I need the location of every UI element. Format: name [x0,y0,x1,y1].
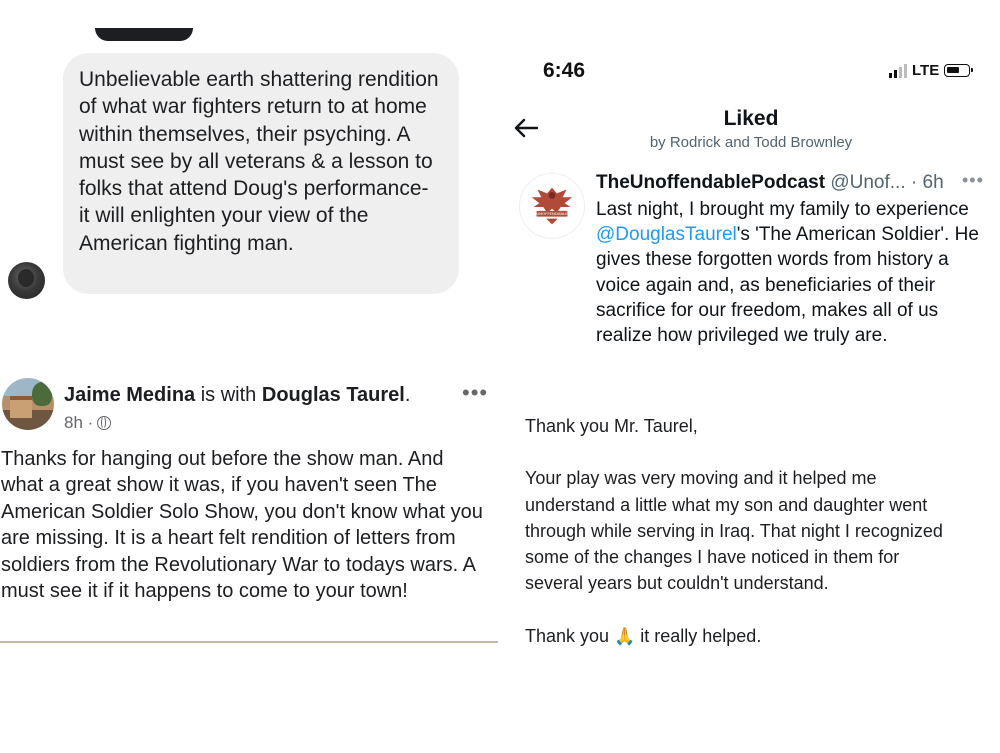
sender-avatar[interactable] [8,262,45,299]
avatar-photo-tree [32,382,52,406]
post-timestamp [64,413,111,433]
status-bar-indicators [889,62,970,79]
globe-icon [97,416,111,430]
letter-paragraph: Your play was very moving and it helped me understand a little what my son and daughter went through while serving in Iraq. That night I recognized some of the changes I have noticed in them for several years but couldn't understand. [525,468,943,594]
letter-closing-start: Thank you [525,625,610,646]
post-time-text: 8h · [64,413,94,432]
eagle-logo-icon [520,174,584,238]
post-period: . [404,384,411,406]
tweet-mention-link[interactable]: @DouglasTaurel [596,224,737,246]
divider [0,641,498,643]
tweet-body [596,197,991,348]
tweet-author-avatar[interactable] [519,173,585,239]
tweet-author-name[interactable]: TheUnoffendablePodcast [596,172,826,193]
post-header [64,384,410,407]
network-label: LTE [912,62,940,79]
letter-closing-end: it really helped. [635,625,762,646]
post-with-text: is with [200,384,257,406]
letter-closing [525,623,945,650]
praying-hands-icon: 🙏 [614,626,636,646]
avatar-photo-booth [10,396,32,418]
post-author-avatar[interactable] [2,378,54,430]
letter-greeting: Thank you Mr. Taurel, [525,416,698,436]
message-bubble [63,53,459,294]
signal-icon [889,64,907,78]
previous-message-edge [95,28,193,41]
thank-you-letter [525,413,945,676]
logo-text: UNOFFENDABLE [536,211,568,217]
tweet-header [596,172,944,194]
message-text: Unbelievable earth shattering rendition of what war fighters return to at home within themselves, their psyching. A must see by all veterans & a lesson to folks that attend Doug's performance- it will enlighten your view of the American fighting man. [79,68,439,255]
more-options-icon[interactable]: ••• [462,380,489,405]
battery-icon [944,64,970,77]
page-subtitle: by Rodrick and Todd Brownley [649,134,853,151]
tweet-text-end: 's 'The American Soldier'. He gives these forgotten words from history a voice again and, as beneficiaries of their sacrifice for our freedom, makes all of us realize how privileged we truly are. [596,224,979,347]
status-bar-time: 6:46 [543,59,586,82]
tweet-text-start: Last night, I brought my family to experience [596,199,969,220]
page-title: Liked [723,107,779,130]
post-tagged-name[interactable]: Douglas Taurel [261,384,405,406]
back-arrow-icon[interactable] [513,118,539,138]
tweet-handle-time: @Unof... · 6h [830,172,944,193]
tweet-more-icon[interactable]: ••• [962,170,984,190]
post-body: Thanks for hanging out before the show man. And what a great show it was, if you haven't seen The American Soldier Solo Show, you don't know what you are missing. It is a heart felt rendition of letters from soldiers from the Revolutionary War to todays wars. A must see it if it happens to come to your town! [1,448,483,603]
post-author-name[interactable]: Jaime Medina [64,384,196,406]
